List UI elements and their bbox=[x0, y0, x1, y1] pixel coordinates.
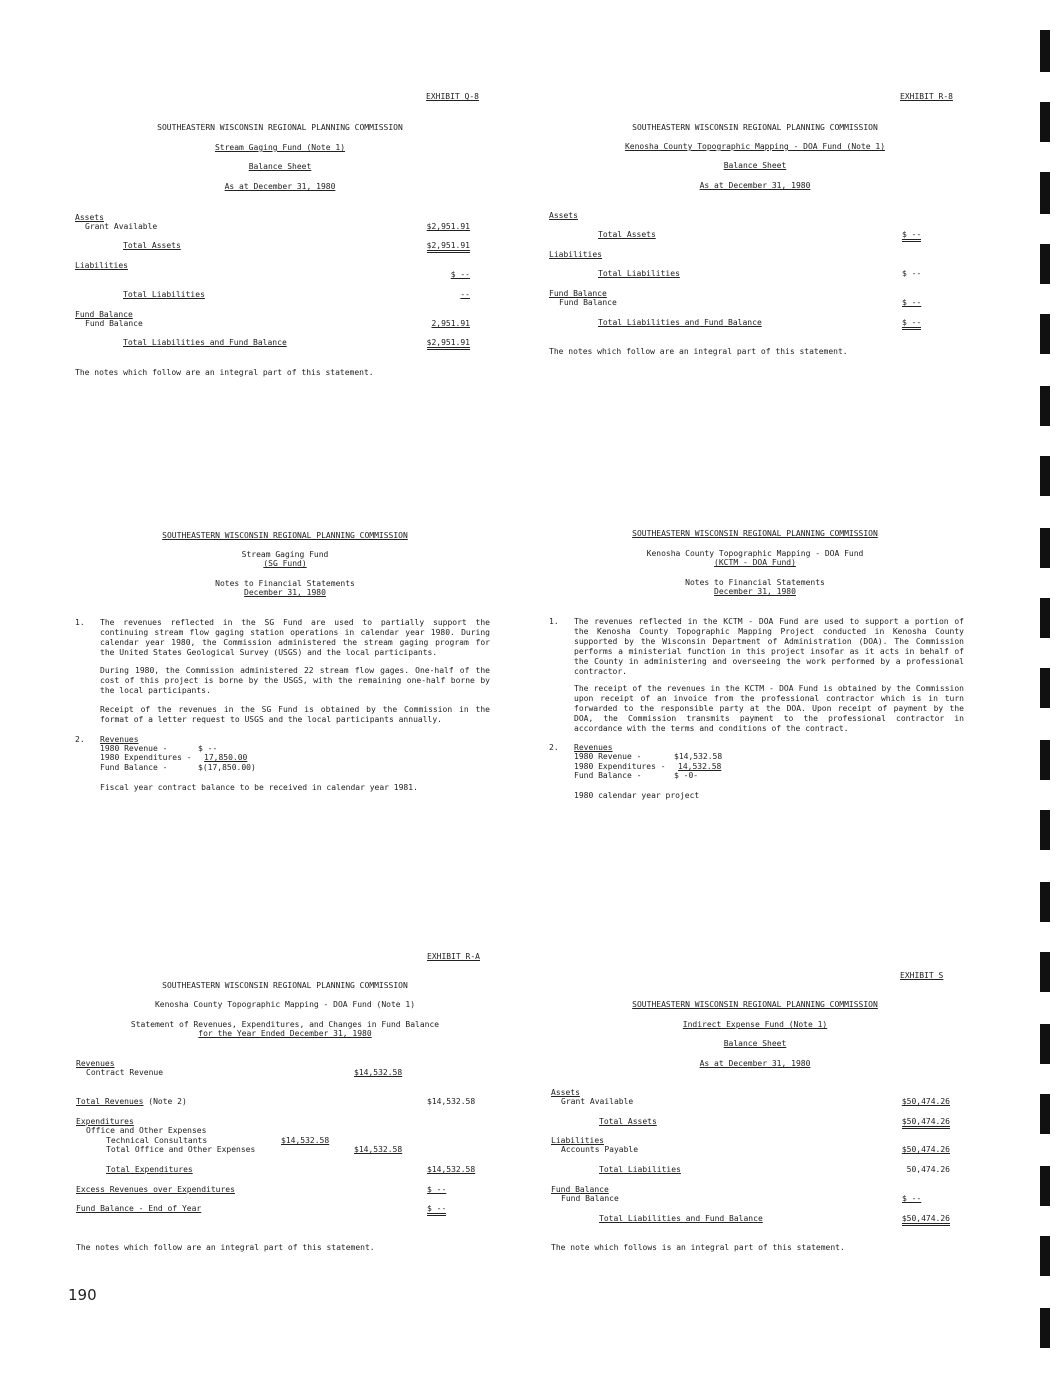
revenue-amount: $14,532.58 bbox=[674, 752, 723, 761]
fund-balance-label: Fund Balance bbox=[559, 298, 617, 307]
excess-revenues-amount: $ -- bbox=[427, 1185, 447, 1194]
page-number: 190 bbox=[68, 1286, 97, 1304]
total-liabilities-amount: -- bbox=[460, 290, 470, 299]
fund-title: Stream Gaging Fund (Note 1) bbox=[214, 143, 346, 152]
org-title: SOUTHEASTERN WISCONSIN REGIONAL PLANNING COMMISSION bbox=[632, 123, 878, 132]
office-expenses-label: Office and Other Expenses bbox=[86, 1126, 207, 1135]
fund-title: Indirect Expense Fund (Note 1) bbox=[682, 1020, 828, 1029]
total-liab-fund-balance-amount: $ -- bbox=[902, 318, 921, 330]
total-assets-label: Total Assets bbox=[599, 1117, 657, 1126]
liabilities-amount: $ -- bbox=[450, 270, 470, 279]
fund-abbreviation: (KCTM - DOA Fund) bbox=[714, 558, 796, 567]
statement-title: Balance Sheet bbox=[248, 162, 312, 171]
fund-balance-amount: $ -- bbox=[902, 1194, 922, 1203]
statement-date: December 31, 1980 bbox=[244, 588, 326, 597]
revenue-amount: $ -- bbox=[198, 744, 218, 753]
fund-balance-label: Fund Balance - bbox=[574, 771, 642, 780]
total-liabilities-label: Total Liabilities bbox=[123, 290, 205, 299]
total-expenditures-label: Total Expenditures bbox=[106, 1165, 193, 1174]
statement-title: Notes to Financial Statements bbox=[685, 578, 825, 587]
total-expenditures-amount: $14,532.58 bbox=[427, 1165, 476, 1174]
statement-date: As at December 31, 1980 bbox=[224, 182, 336, 191]
total-office-expenses-amount: $14,532.58 bbox=[354, 1145, 403, 1154]
statement-note: The notes which follow are an integral part of this statement. bbox=[75, 368, 374, 377]
note-2-paragraph: 1980 calendar year project bbox=[574, 791, 700, 800]
grant-available-label: Grant Available bbox=[561, 1097, 634, 1106]
liabilities-heading: Liabilities bbox=[551, 1136, 604, 1145]
grant-available-amount: $2,951.91 bbox=[426, 222, 470, 231]
expenditures-label: 1980 Expenditures - bbox=[100, 753, 192, 762]
statement-title: Notes to Financial Statements bbox=[215, 579, 355, 588]
excess-revenues-label: Excess Revenues over Expenditures bbox=[76, 1185, 235, 1194]
assets-heading: Assets bbox=[551, 1088, 580, 1097]
statement-title-line-2: for the Year Ended December 31, 1980 bbox=[198, 1029, 372, 1038]
total-office-expenses-label: Total Office and Other Expenses bbox=[106, 1145, 256, 1154]
fund-abbreviation: (SG Fund) bbox=[263, 559, 307, 568]
total-revenues-note: (Note 2) bbox=[148, 1097, 187, 1106]
note-1-paragraph-2: The receipt of the revenues in the KCTM - DOA Fund is obtained by the Commission upon receipt of an invoice from the professional contractor which is in turn forwarded to the responsible party at the DOA. Upon receipt of payment by the DOA, the Commission transmits payment to the professional contractor in accordance with the terms and conditions of the contract. bbox=[574, 684, 964, 733]
expenditures-amount: 14,532.58 bbox=[678, 762, 722, 771]
exhibit-label: EXHIBIT R-8 bbox=[900, 92, 953, 101]
revenues-heading: Revenues bbox=[100, 735, 139, 744]
contract-revenue-amount: $14,532.58 bbox=[354, 1068, 403, 1077]
fund-balance-heading: Fund Balance bbox=[551, 1185, 609, 1194]
statement-date: As at December 31, 1980 bbox=[699, 181, 811, 190]
fund-balance-label: Fund Balance bbox=[561, 1194, 619, 1203]
statement-note: The notes which follow are an integral part of this statement. bbox=[76, 1243, 375, 1252]
expenditures-amount: 17,850.00 bbox=[204, 753, 248, 762]
revenue-label: 1980 Revenue - bbox=[100, 744, 168, 753]
contract-revenue-label: Contract Revenue bbox=[86, 1068, 164, 1077]
fund-balance-amount: 2,951.91 bbox=[431, 319, 470, 328]
accounts-payable-label: Accounts Payable bbox=[561, 1145, 639, 1154]
expenditures-heading: Expenditures bbox=[76, 1117, 134, 1126]
note-number-1: 1. bbox=[75, 618, 85, 627]
liabilities-heading: Liabilities bbox=[75, 261, 128, 270]
org-title: SOUTHEASTERN WISCONSIN REGIONAL PLANNING COMMISSION bbox=[162, 531, 408, 540]
note-number-2: 2. bbox=[75, 735, 85, 744]
total-revenues-amount: $14,532.58 bbox=[427, 1097, 476, 1106]
fund-title: Stream Gaging Fund bbox=[241, 550, 329, 559]
total-liab-fund-balance-label: Total Liabilities and Fund Balance bbox=[123, 338, 287, 347]
total-liab-fund-balance-amount: $2,951.91 bbox=[427, 338, 470, 350]
fund-balance-heading: Fund Balance bbox=[549, 289, 607, 298]
technical-consultants-label: Technical Consultants bbox=[106, 1136, 208, 1145]
total-assets-label: Total Assets bbox=[123, 241, 181, 250]
note-1-paragraph-1: The revenues reflected in the SG Fund are used to partially support the continuing stream flow gaging station operations in calendar year 1980. During calendar year 1980, the Commission administered the stream gaging program for the United States Geological Survey (USGS) and the local participants. bbox=[100, 618, 490, 657]
exhibit-label: EXHIBIT R-A bbox=[427, 952, 480, 961]
total-liabilities-amount: 50,474.26 bbox=[906, 1165, 950, 1174]
assets-heading: Assets bbox=[549, 211, 578, 220]
statement-title: Balance Sheet bbox=[723, 161, 787, 170]
revenues-heading: Revenues bbox=[574, 743, 613, 752]
grant-available-label: Grant Available bbox=[85, 222, 158, 231]
total-liabilities-label: Total Liabilities bbox=[599, 1165, 681, 1174]
fund-title: Kenosha County Topographic Mapping - DOA Fund (Note 1) bbox=[624, 142, 886, 151]
fund-balance-amount: $(17,850.00) bbox=[198, 763, 256, 772]
total-liabilities-amount: $ -- bbox=[902, 269, 922, 278]
technical-consultants-amount: $14,532.58 bbox=[281, 1136, 330, 1145]
fund-balance-label: Fund Balance - bbox=[100, 763, 168, 772]
total-assets-label: Total Assets bbox=[598, 230, 656, 239]
exhibit-label: EXHIBIT Q-8 bbox=[426, 92, 479, 101]
statement-title: Balance Sheet bbox=[723, 1039, 787, 1048]
statement-note: The note which follows is an integral part of this statement. bbox=[551, 1243, 845, 1252]
exhibit-label: EXHIBIT S bbox=[900, 971, 944, 980]
fund-balance-amount: $ -- bbox=[902, 298, 922, 307]
total-assets-amount: $ -- bbox=[902, 230, 921, 242]
revenues-heading: Revenues bbox=[76, 1059, 115, 1068]
fund-balance-amount: $ -0- bbox=[674, 771, 699, 780]
statement-note: The notes which follow are an integral part of this statement. bbox=[549, 347, 848, 356]
org-title: SOUTHEASTERN WISCONSIN REGIONAL PLANNING COMMISSION bbox=[157, 123, 403, 132]
fund-balance-heading: Fund Balance bbox=[75, 310, 133, 319]
note-1-paragraph-2: During 1980, the Commission administered 22 stream flow gages. One-half of the cost of this project is borne by the USGS, with the remaining one-half borne by the local participants. bbox=[100, 666, 490, 695]
grant-available-amount: $50,474.26 bbox=[901, 1097, 950, 1106]
fund-balance-label: Fund Balance bbox=[85, 319, 143, 328]
org-title: SOUTHEASTERN WISCONSIN REGIONAL PLANNING COMMISSION bbox=[632, 529, 878, 538]
fund-balance-end-amount: $ -- bbox=[427, 1204, 446, 1216]
note-number-2: 2. bbox=[549, 743, 559, 752]
total-liabilities-label: Total Liabilities bbox=[598, 269, 680, 278]
statement-date: As at December 31, 1980 bbox=[699, 1059, 811, 1068]
note-1-paragraph-3: Receipt of the revenues in the SG Fund is obtained by the Commission in the format of a letter request to USGS and the local participants annually. bbox=[100, 705, 490, 724]
org-title: SOUTHEASTERN WISCONSIN REGIONAL PLANNING COMMISSION bbox=[162, 981, 408, 990]
note-2-paragraph: Fiscal year contract balance to be received in calendar year 1981. bbox=[100, 783, 418, 792]
expenditures-label: 1980 Expenditures - bbox=[574, 762, 666, 771]
statement-title-line-1: Statement of Revenues, Expenditures, and Changes in Fund Balance bbox=[130, 1020, 440, 1029]
note-number-1: 1. bbox=[549, 617, 559, 626]
total-assets-amount: $50,474.26 bbox=[902, 1117, 950, 1129]
fund-title: Kenosha County Topographic Mapping - DOA Fund bbox=[646, 549, 864, 558]
total-liab-fund-balance-amount: $50,474.26 bbox=[902, 1214, 950, 1226]
total-revenues-label: Total Revenues bbox=[76, 1097, 144, 1106]
fund-balance-end-label: Fund Balance - End of Year bbox=[76, 1204, 202, 1213]
accounts-payable-amount: $50,474.26 bbox=[901, 1145, 950, 1154]
total-liab-fund-balance-label: Total Liabilities and Fund Balance bbox=[599, 1214, 763, 1223]
revenue-label: 1980 Revenue - bbox=[574, 752, 642, 761]
statement-date: December 31, 1980 bbox=[714, 587, 796, 596]
org-title: SOUTHEASTERN WISCONSIN REGIONAL PLANNING COMMISSION bbox=[632, 1000, 878, 1009]
fund-title: Kenosha County Topographic Mapping - DOA Fund (Note 1) bbox=[154, 1000, 416, 1009]
note-1-paragraph-1: The revenues reflected in the KCTM - DOA Fund are used to support a portion of the Kenosha County Topographic Mapping Project conducted in Kenosha County supported by the Wisconsin Department of Administration (DOA). The Commission performs a ministerial function in this project insofar as it acts in behalf of the County in administering and overseeing the work performed by a professional contractor. bbox=[574, 617, 964, 676]
liabilities-heading: Liabilities bbox=[549, 250, 602, 259]
assets-heading: Assets bbox=[75, 213, 104, 222]
total-assets-amount: $2,951.91 bbox=[427, 241, 470, 253]
total-liab-fund-balance-label: Total Liabilities and Fund Balance bbox=[598, 318, 762, 327]
